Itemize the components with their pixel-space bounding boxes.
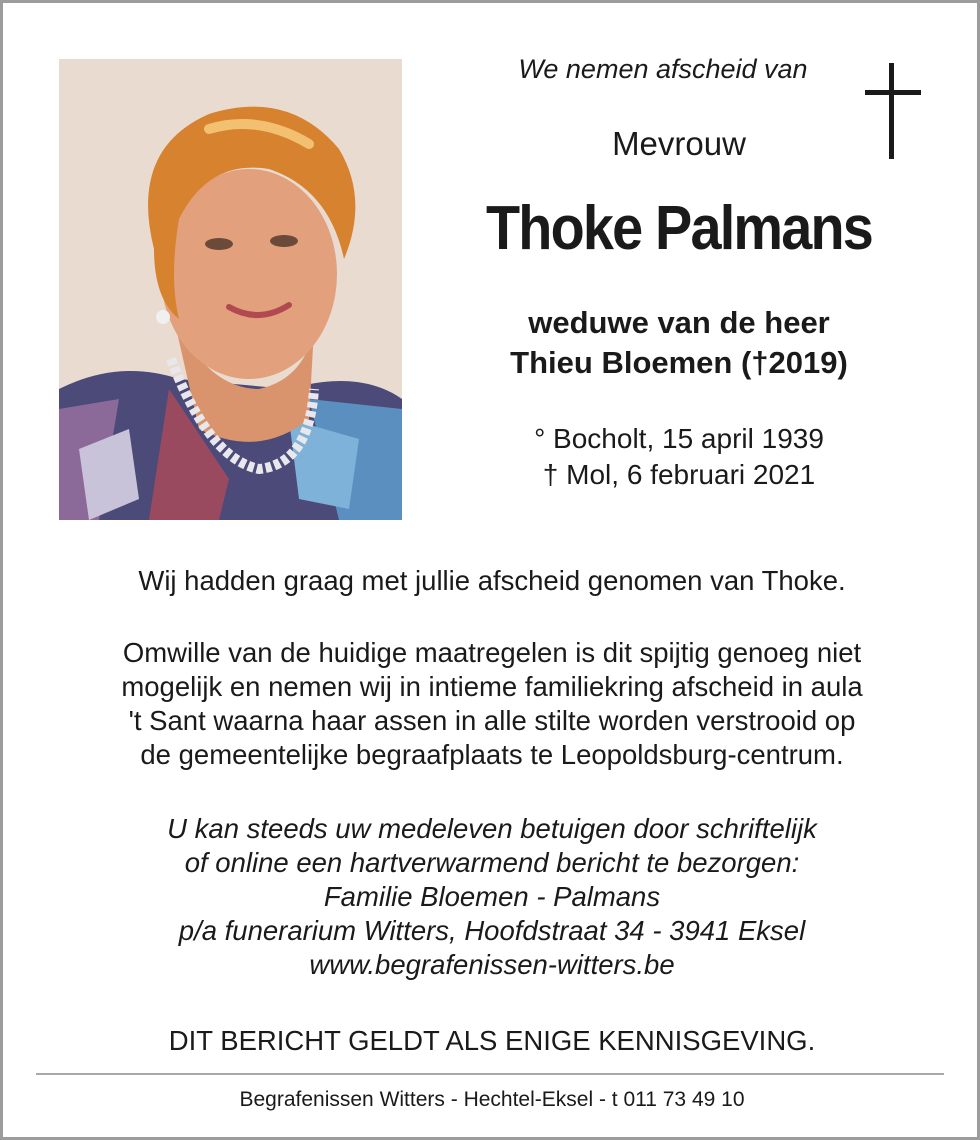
portrait-photo: [59, 59, 402, 520]
spouse-line: Thieu Bloemen (†2019): [510, 345, 848, 380]
family-name: Familie Bloemen - Palmans: [323, 881, 661, 912]
paragraph-measures: [43, 636, 941, 772]
footer-contact: Begrafenissen Witters - Hechtel-Eksel - t 011 73 49 10: [239, 1088, 745, 1111]
birth-date: ° Bocholt, 15 april 1939: [534, 423, 824, 454]
paragraph-line: U kan steeds uw medeleven betuigen door schriftelijk: [167, 813, 817, 844]
death-date: † Mol, 6 februari 2021: [542, 459, 816, 490]
paragraph-line: de gemeentelijke begraafplaats te Leopoldsburg-centrum.: [140, 739, 844, 770]
paragraph-farewell: Wij hadden graag met jullie afscheid genomen van Thoke.: [138, 565, 846, 596]
intro-text: We nemen afscheid van: [518, 54, 808, 84]
title-prefix: Mevrouw: [612, 125, 746, 162]
divider: [36, 1073, 944, 1075]
paragraph-line: of online een hartverwarmend bericht te bezorgen:: [184, 847, 800, 878]
portrait-illustration: [59, 59, 402, 520]
life-dates: [439, 421, 919, 493]
deceased-name: Thoke Palmans: [486, 194, 872, 263]
website-link[interactable]: www.begrafenissen-witters.be: [309, 949, 675, 980]
address: p/a funerarium Witters, Hoofdstraat 34 - 3941 Eksel: [178, 915, 806, 946]
paragraph-line: mogelijk en nemen wij in intieme familiekring afscheid in aula: [121, 671, 863, 702]
paragraph-line: 't Sant waarna haar assen in alle stilte worden verstrooid op: [128, 705, 856, 736]
spouse-info: [439, 303, 919, 383]
paragraph-condolences: [43, 812, 941, 982]
paragraph-line: Omwille van de huidige maatregelen is dit spijtig genoeg niet: [122, 637, 862, 668]
closing-notice: DIT BERICHT GELDT ALS ENIGE KENNISGEVING.: [168, 1025, 816, 1056]
spouse-line: weduwe van de heer: [528, 305, 830, 340]
